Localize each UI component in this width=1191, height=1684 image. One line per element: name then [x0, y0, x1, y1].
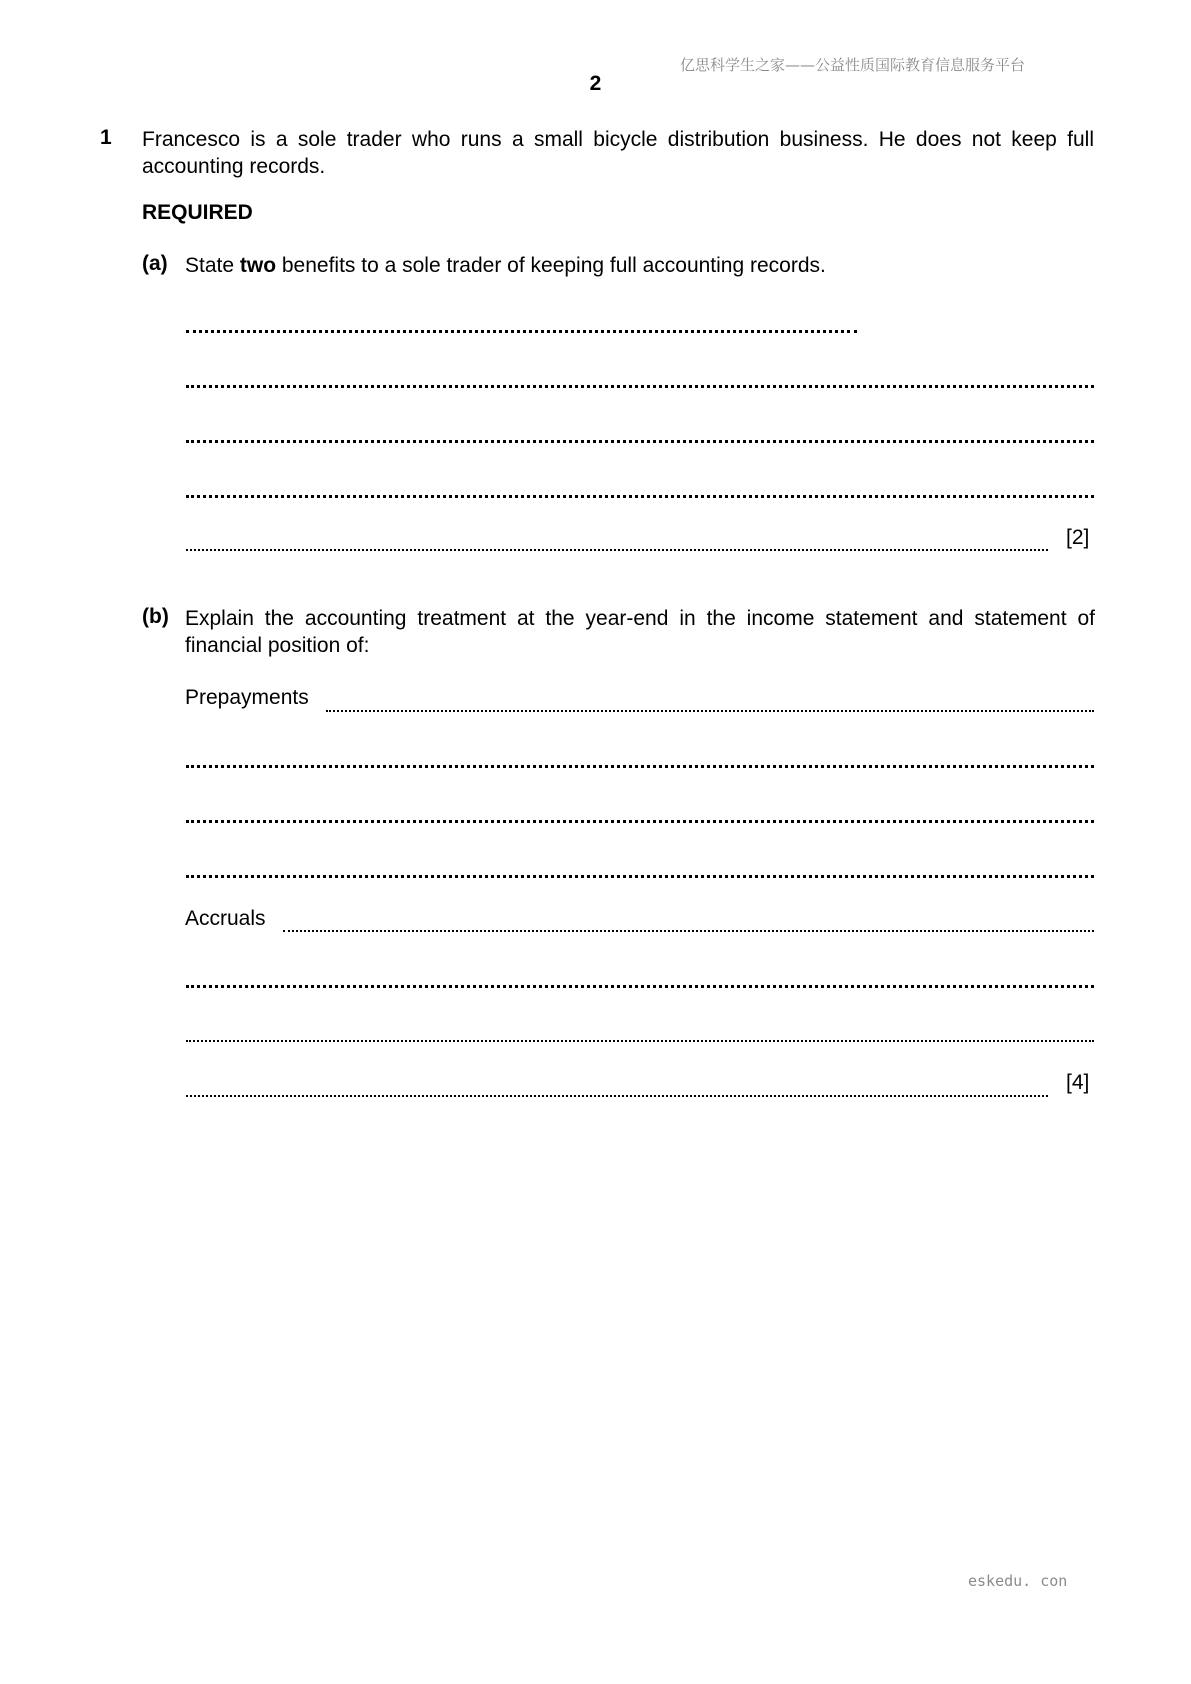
answer-line-b1[interactable]: [326, 710, 1094, 712]
required-heading: REQUIRED: [142, 201, 253, 224]
question-number: 1: [100, 126, 112, 149]
part-b-question: Explain the accounting treatment at the year-end in the income statement and statement of financial position of:: [185, 607, 1095, 657]
answer-line-a1[interactable]: [186, 330, 857, 333]
answer-line-b7[interactable]: [186, 1040, 1094, 1042]
accruals-label: Accruals: [185, 907, 266, 930]
question-stem: Francesco is a sole trader who runs a small bicycle distribution business. He does not keep full accounting records.: [142, 128, 1094, 178]
answer-line-a2[interactable]: [186, 385, 1094, 388]
part-b-marks: [4]: [1066, 1071, 1090, 1094]
answer-line-b4[interactable]: [186, 875, 1094, 878]
part-a-text-before: State: [185, 254, 240, 277]
answer-line-b6[interactable]: [186, 985, 1094, 988]
answer-line-a5[interactable]: [186, 549, 1048, 551]
part-a-marks: [2]: [1066, 526, 1090, 549]
page-number: 2: [589, 72, 602, 95]
part-a-text-bold: two: [239, 254, 277, 277]
part-a-text-after: benefits to a sole trader of keeping full accounting records.: [276, 254, 826, 277]
answer-line-b2[interactable]: [186, 765, 1094, 768]
prepayments-label: Prepayments: [185, 686, 309, 709]
part-b-label: (b): [142, 605, 169, 628]
answer-line-b8[interactable]: [186, 1095, 1048, 1097]
part-a-label: (a): [142, 252, 168, 275]
part-a-question: [185, 252, 1095, 279]
answer-line-b5[interactable]: [283, 930, 1094, 932]
answer-line-a3[interactable]: [186, 440, 1094, 443]
answer-line-b3[interactable]: [186, 820, 1094, 823]
watermark-header: 亿思科学生之家——公益性质国际教育信息服务平台: [680, 56, 1026, 74]
footer-site: eskedu. con: [968, 1572, 1068, 1590]
answer-line-a4[interactable]: [186, 495, 1094, 498]
